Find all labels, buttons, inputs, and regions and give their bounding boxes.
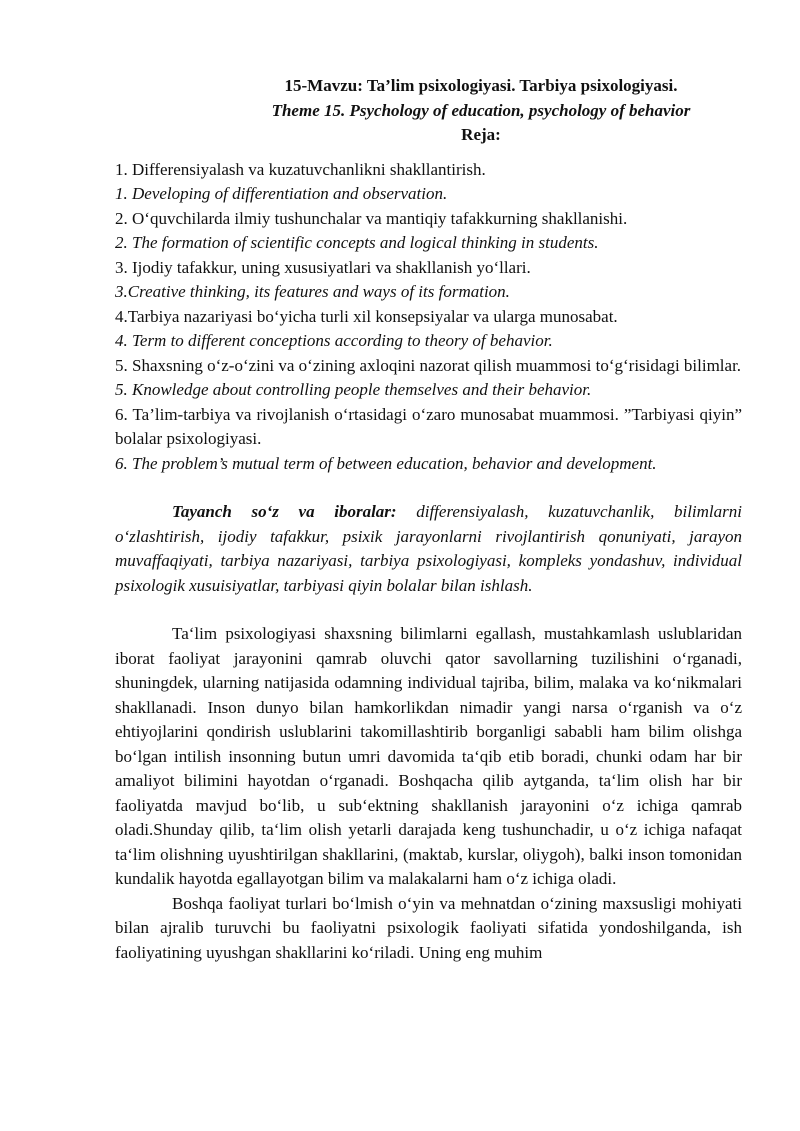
plan-item-uz: 3. Ijodiy tafakkur, uning xususiyatlari va shakllanish yo‘llari.	[115, 257, 531, 277]
plan-item-en: 3.Creative thinking, its features and ways of its formation.	[115, 282, 510, 301]
keywords-label: Tayanch so‘z va iboralar:	[172, 502, 397, 521]
plan-item-en: 4. Term to different conceptions according to theory of behavior.	[115, 331, 553, 350]
plan-item-en: 6. The problem’s mutual term of between education, behavior and development.	[115, 453, 657, 473]
body-paragraph: Ta‘lim psixologiyasi shaxsning bilimlarni egallash, mustahkamlash uslublaridan iborat faoliyat jarayonini qamrab oluvchi qator savollarning tuzilishini o‘rganadi, shuningdek, ularning natijasida odamning individual tajriba, bilim, malaka va ko‘nikmalari shakllanadi. Inson dunyo bilan hamkorlikdan nimadir yangi narsa o‘rganish va o‘z ehtiyojlarini qondirish uslublarini takomillashtirib borganligi sababli ham bilim olishga bo‘lgan intilish insonning butun umri davomida ta‘qib etib boradi, chunki odam har bir amaliyot bilimini hayotdan o‘rganadi. Boshqacha qilib aytganda, ta‘lim olish har bir faoliyatda mavjud bo‘lib, u sub‘ektning shakllanish jarayonini o‘z ichiga qamrab oladi.Shunday qilib, ta‘lim olish yetarli darajada keng tushunchadir, u o‘z ichiga nafaqat ta‘lim olishning uyushtirilgan shakllarini, (maktab, kurslar, oliygoh), balki inson tomonidan kundalik hayotda egallayotgan bilim va malakalarni ham o‘z ichiga oladi.	[115, 624, 742, 888]
plan-item-en: 1. Developing of differentiation and observation.	[115, 184, 448, 203]
plan-item-uz: 1. Differensiyalash va kuzatuvchanlikni shakllantirish.	[115, 159, 486, 179]
plan-item-uz: 6. Ta’lim-tarbiya va rivojlanish o‘rtasidagi o‘zaro munosabat muammosi. ”Tarbiyasi qiyin” bolalar psixologiyasi.	[115, 404, 742, 448]
body-text	[115, 622, 742, 965]
plan-item-uz: 4.Tarbiya nazariyasi bo‘yicha turli xil konsepsiyalar va ularga munosabat.	[115, 306, 618, 326]
plan-item-uz: 2. O‘quvchilarda ilmiy tushunchalar va mantiqiy tafakkurning shakllanishi.	[115, 208, 628, 228]
body-paragraph: Boshqa faoliyat turlari bo‘lmish o‘yin va mehnatdan o‘zining maxsusligi mohiyati bilan ajralib turuvchi bu faoliyatni psixologik faoliyati sifatida yondoshilganda, ish faoliyatining uyushgan shakllarini ko‘riladi. Uning eng muhim	[115, 893, 742, 962]
document-subtitle: Theme 15. Psychology of education, psychology of behavior	[271, 100, 691, 120]
spacer	[115, 476, 742, 500]
keywords-paragraph	[115, 500, 742, 598]
plan-item-uz: 5. Shaxsning o‘z-o‘zini va o‘zining axloqini nazorat qilish muammosi to‘g‘risidagi bilimlar.	[115, 355, 742, 375]
plan-item-en: 5. Knowledge about controlling people themselves and their behavior.	[115, 380, 592, 399]
plan-list	[115, 158, 742, 477]
keywords-text: differensiyalash, kuzatuvchanlik, bilimlarni o‘zlashtirish, ijodiy tafakkur, psixik jarayonlarni rivojlantirish qonuniyati, jarayon muvaffaqiyati, tarbiya nazariyasi, tarbiya psixologiyasi, kompleks yondashuv, individual psixologik xusuisiyatlar, tarbiyasi qiyin bolalar bilan ishlash.	[115, 502, 742, 595]
document-title: 15-Mavzu: Ta’lim psixologiyasi. Tarbiya psixologiyasi.	[284, 76, 678, 95]
spacer	[115, 598, 742, 622]
plan-item-en: 2. The formation of scientific concepts and logical thinking in students.	[115, 233, 599, 252]
plan-heading: Reja:	[461, 125, 501, 144]
